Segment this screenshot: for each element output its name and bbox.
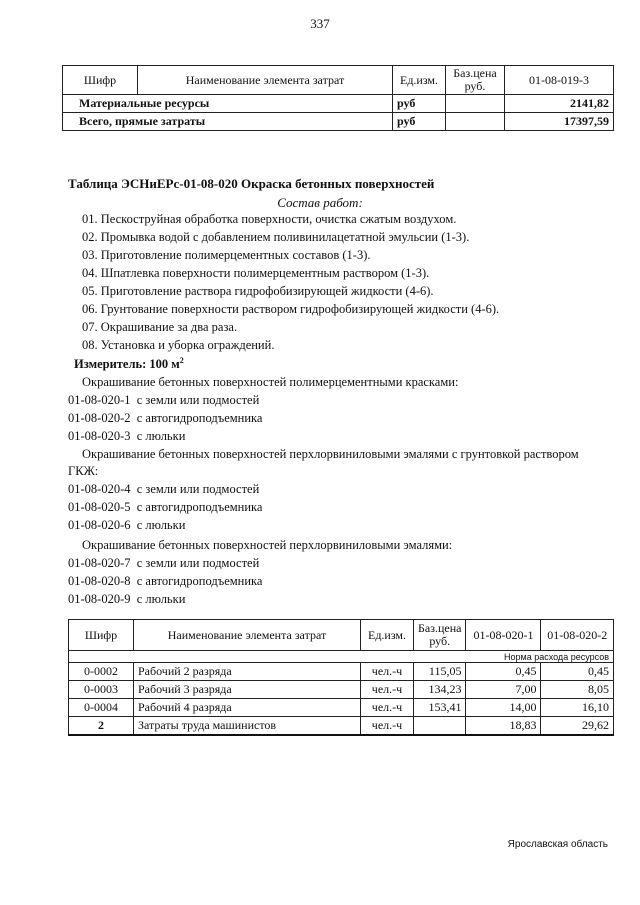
item-text: с автогидроподъемника (136, 574, 263, 588)
item-code: 01-08-020-3 (68, 429, 131, 443)
norm-label: Норма расхода ресурсов (69, 651, 614, 663)
row-unit: руб (393, 95, 446, 113)
table-row (69, 699, 614, 717)
group-title-cont: ГКЖ: (68, 464, 99, 478)
page-number: 337 (310, 16, 330, 31)
item-text: с автогидроподъемника (136, 500, 263, 514)
cost-table-top (62, 65, 614, 131)
row-value: 17397,59 (505, 113, 614, 131)
item-code: 01-08-020-6 (68, 518, 131, 532)
list-item (68, 429, 185, 444)
header-name: Наименование элемента затрат (134, 620, 361, 651)
table-row (69, 681, 614, 699)
header-price: Баз.цена руб. (414, 620, 466, 651)
work-item: 01. Пескоструйная обработка поверхности, очистка сжатым воздухом. (82, 212, 457, 226)
row-unit: чел.-ч (361, 717, 414, 736)
row-v2: 0,45 (541, 663, 614, 681)
work-item: 05. Приготовление раствора гидрофобизирующей жидкости (4-6). (82, 284, 434, 298)
row-v2: 16,10 (541, 699, 614, 717)
header-code: Шифр (63, 66, 138, 95)
measure-sup: 2 (179, 356, 184, 365)
list-item (68, 592, 185, 607)
item-code: 01-08-020-2 (68, 411, 131, 425)
row-price: 153,41 (414, 699, 466, 717)
row-v1: 14,00 (466, 699, 541, 717)
header-col-1: 01-08-020-1 (466, 620, 541, 651)
row-unit: чел.-ч (361, 681, 414, 699)
item-text: с люльки (136, 592, 186, 606)
row-name: Затраты труда машинистов (134, 717, 361, 736)
group-title: Окрашивание бетонных поверхностей перхлорвиниловыми эмалями с грунтовкой раствором (82, 447, 579, 461)
item-code: 01-08-020-8 (68, 574, 131, 588)
row-price: 115,05 (414, 663, 466, 681)
measure-unit (74, 356, 184, 372)
work-item: 02. Промывка водой с добавлением поливинилацетатной эмульсии (1-3). (82, 230, 470, 244)
item-code: 01-08-020-4 (68, 482, 131, 496)
works-subcaption: Состав работ: (277, 195, 363, 210)
row-v1: 18,83 (466, 717, 541, 736)
list-item (68, 393, 259, 408)
row-name: Рабочий 4 разряда (134, 699, 361, 717)
row-name: Материальные ресурсы (63, 95, 393, 113)
item-text: с автогидроподъемника (136, 411, 263, 425)
list-item (68, 556, 259, 571)
header-name: Наименование элемента затрат (138, 66, 393, 95)
header-unit: Ед.изм. (393, 66, 446, 95)
item-text: с земли или подмостей (136, 393, 260, 407)
work-item: 03. Приготовление полимерцементных составов (1-3). (82, 248, 371, 262)
row-code: 0-0002 (69, 663, 134, 681)
table-row (69, 717, 614, 736)
row-code: 0-0004 (69, 699, 134, 717)
row-name: Рабочий 2 разряда (134, 663, 361, 681)
resource-table (68, 619, 614, 736)
table-row (63, 95, 614, 113)
work-item: 07. Окрашивание за два раза. (82, 320, 238, 334)
row-code: 2 (69, 717, 134, 736)
group-title: Окрашивание бетонных поверхностей перхлорвиниловыми эмалями: (82, 538, 453, 552)
header-unit: Ед.изм. (361, 620, 414, 651)
list-item (68, 500, 262, 515)
table-row (69, 663, 614, 681)
measure-label: Измеритель: 100 м (74, 357, 180, 372)
header-code-col: 01-08-019-3 (505, 66, 614, 95)
item-text: с земли или подмостей (136, 482, 260, 496)
list-item (68, 574, 262, 589)
header-code: Шифр (69, 620, 134, 651)
work-item: 08. Установка и уборка ограждений. (82, 338, 275, 352)
row-unit: чел.-ч (361, 699, 414, 717)
list-item (68, 411, 262, 426)
header-col-2: 01-08-020-2 (541, 620, 614, 651)
item-text: с земли или подмостей (136, 556, 260, 570)
item-text: с люльки (136, 518, 186, 532)
row-name: Всего, прямые затраты (63, 113, 393, 131)
row-unit: руб (393, 113, 446, 131)
header-price: Баз.цена руб. (446, 66, 505, 95)
row-code: 0-0003 (69, 681, 134, 699)
item-code: 01-08-020-5 (68, 500, 131, 514)
list-item (68, 482, 259, 497)
item-code: 01-08-020-9 (68, 592, 131, 606)
work-item: 04. Шпатлевка поверхности полимерцементным раствором (1-3). (82, 266, 430, 280)
row-price (414, 717, 466, 736)
table-caption: Таблица ЭСНиЕРс-01-08-020 Окраска бетонных поверхностей (68, 176, 435, 191)
item-code: 01-08-020-1 (68, 393, 131, 407)
item-text: с люльки (136, 429, 186, 443)
footer-region: Ярославская область (507, 839, 608, 850)
row-unit: чел.-ч (361, 663, 414, 681)
row-value: 2141,82 (505, 95, 614, 113)
table-row (63, 113, 614, 131)
row-v1: 7,00 (466, 681, 541, 699)
row-v2: 8,05 (541, 681, 614, 699)
work-item: 06. Грунтование поверхности раствором гидрофобизирующей жидкости (4-6). (82, 302, 500, 316)
row-price: 134,23 (414, 681, 466, 699)
row-v1: 0,45 (466, 663, 541, 681)
row-name: Рабочий 3 разряда (134, 681, 361, 699)
list-item (68, 518, 185, 533)
group-title: Окрашивание бетонных поверхностей полимерцементными красками: (82, 375, 459, 389)
row-v2: 29,62 (541, 717, 614, 736)
item-code: 01-08-020-7 (68, 556, 131, 570)
